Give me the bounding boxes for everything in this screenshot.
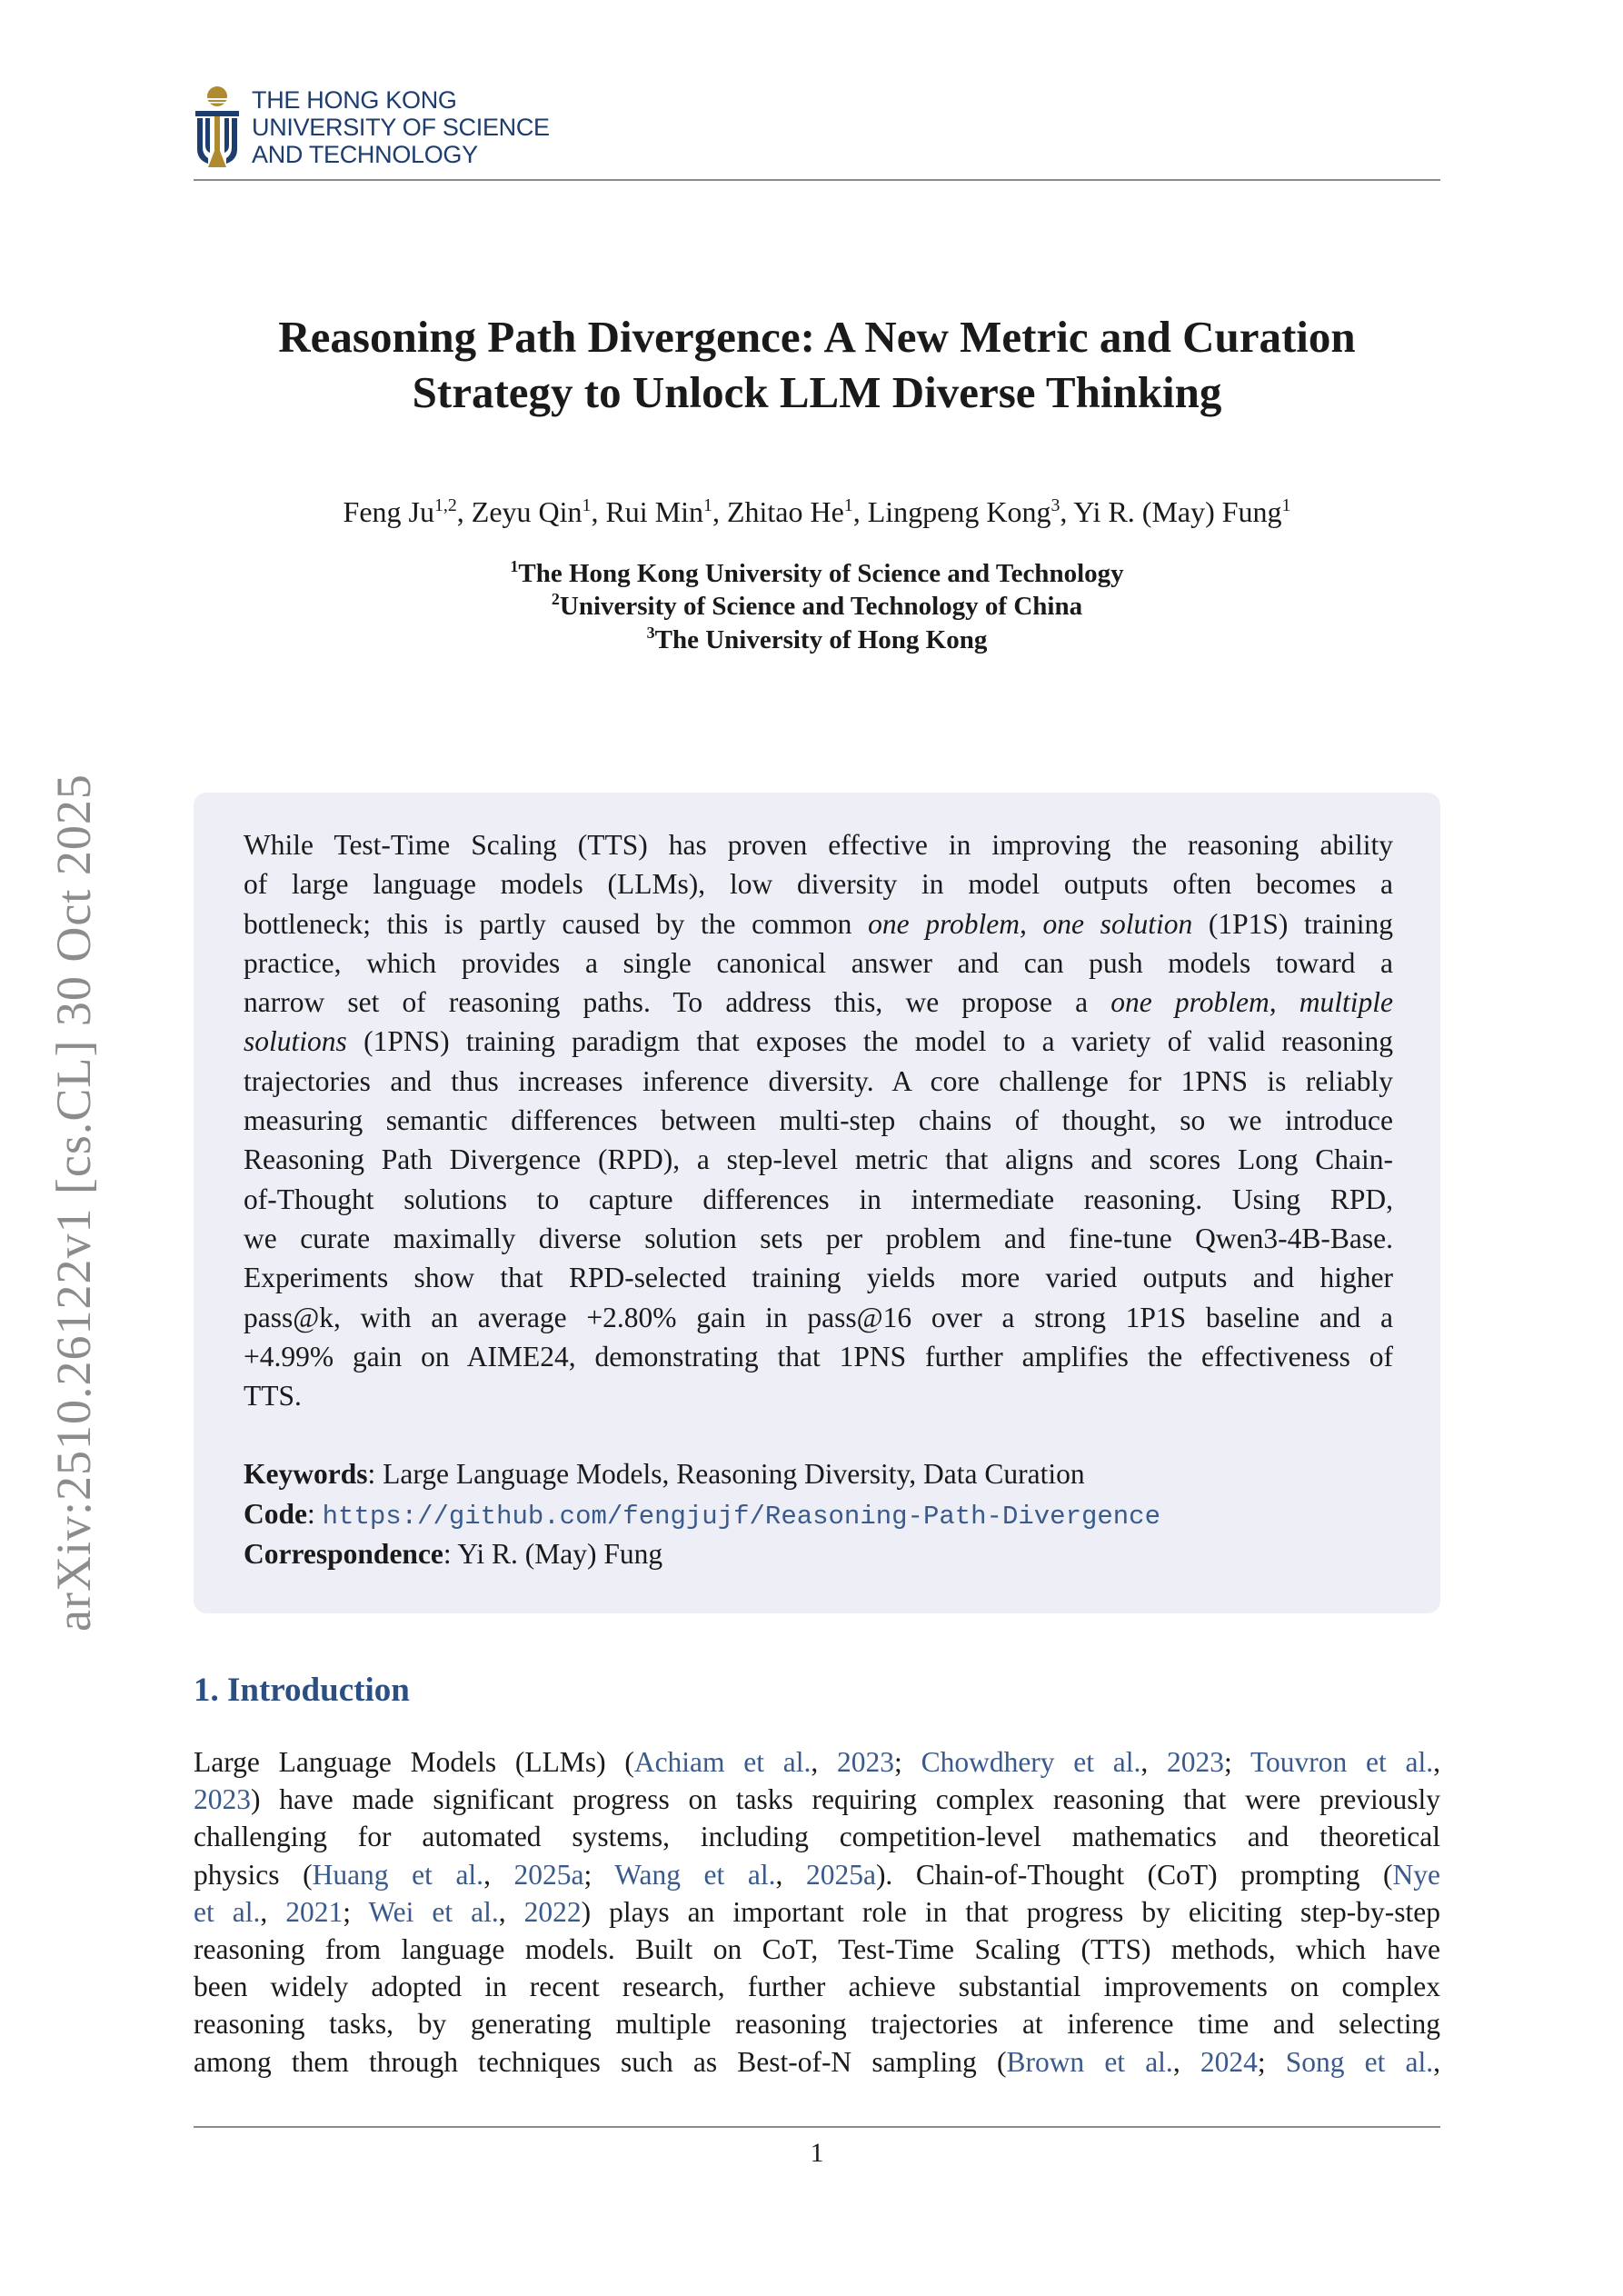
text-segment: ; <box>1257 2045 1286 2078</box>
text-segment: practice, which provides a single canonical answer and can push models toward a <box>244 946 1393 979</box>
title-line: Strategy to Unlock LLM Diverse Thinking <box>412 367 1222 417</box>
code-label: Code <box>244 1498 307 1530</box>
correspondence: Correspondence: Yi R. (May) Fung <box>244 1538 663 1570</box>
text-segment: among them through techniques such as Best-of-N sampling ( <box>194 2045 1007 2078</box>
citation-link[interactable]: Brown et al. <box>1006 2045 1173 2078</box>
text-line <box>244 1258 1393 1297</box>
affiliation-marker: 3 <box>646 624 655 643</box>
citation-link[interactable]: Chowdhery et al. <box>921 1746 1141 1778</box>
affiliation <box>194 625 1440 655</box>
text-segment: we curate maximally diverse solution sets per problem and fine-tune Qwen3-4B-Base. <box>244 1222 1393 1254</box>
text-segment: +4.99% gain on AIME24, demonstrating that 1PNS further amplifies the effectiveness of <box>244 1340 1393 1373</box>
text-segment: of-Thought solutions to capture differences in intermediate reasoning. Using RPD, <box>244 1183 1393 1215</box>
affiliation-name: The Hong Kong University of Science and Technology <box>518 559 1124 588</box>
text-segment: challenging for automated systems, including competition-level mathematics and theoretical <box>194 1821 1440 1853</box>
author-affiliation-marker: 1 <box>582 495 592 516</box>
text-segment: While Test-Time Scaling (TTS) has proven effective in improving the reasoning ability <box>244 829 1393 861</box>
text-segment: , <box>1433 2045 1440 2078</box>
author-name: Zhitao He <box>726 495 844 528</box>
text-segment: been widely adopted in recent research, further achieve substantial improvements on complex <box>194 1971 1440 2003</box>
text-segment: ; <box>343 1895 369 1928</box>
text-line <box>244 864 1393 903</box>
text-segment: ; <box>583 1858 615 1891</box>
text-line <box>194 1968 1440 2005</box>
citation-link[interactable]: 2025a <box>805 1858 876 1891</box>
text-line <box>244 1101 1393 1140</box>
citation-link[interactable]: 2024 <box>1200 2045 1258 2078</box>
text-line <box>244 1022 1393 1061</box>
text-segment: Large Language Models (LLMs) ( <box>194 1746 634 1778</box>
citation-link[interactable]: Touvron et al. <box>1250 1746 1434 1778</box>
emphasis-text: one problem, multiple <box>1110 986 1393 1019</box>
institution-line: THE HONG KONG <box>252 86 457 114</box>
text-line <box>244 904 1393 943</box>
text-segment: trajectories and thus increases inference diversity. A core challenge for 1PNS is reliably <box>244 1064 1393 1097</box>
text-segment: bottleneck; this is partly caused by the common <box>244 907 869 940</box>
page-number: 1 <box>810 2138 824 2168</box>
text-line <box>244 1376 1393 1415</box>
text-segment: ). Chain-of-Thought (CoT) prompting ( <box>875 1858 1393 1891</box>
author-name: Feng Ju <box>343 495 434 528</box>
title-line: Reasoning Path Divergence: A New Metric and Curation <box>278 312 1356 362</box>
text-segment: (1P1S) training <box>1192 907 1393 940</box>
text-segment: reasoning from language models. Built on CoT, Test-Time Scaling (TTS) methods, which have <box>194 1933 1440 1966</box>
author-name: Zeyu Qin <box>471 495 582 528</box>
text-segment: physics ( <box>194 1858 313 1891</box>
text-line <box>194 2043 1440 2081</box>
keywords-label: Keywords <box>244 1458 368 1490</box>
text-line <box>244 943 1393 983</box>
author-affiliation-marker: 1 <box>703 495 712 516</box>
text-line <box>244 825 1393 864</box>
emphasis-text: solutions <box>244 1025 347 1058</box>
text-segment: , <box>498 1895 524 1928</box>
institution-line: AND TECHNOLOGY <box>252 141 478 168</box>
text-segment: Reasoning Path Divergence (RPD), a step-level metric that aligns and scores Long Chain- <box>244 1143 1393 1176</box>
affiliation-marker: 1 <box>510 557 519 576</box>
text-line <box>194 1818 1440 1855</box>
text-line <box>244 1337 1393 1376</box>
hkust-emblem-icon <box>194 84 241 171</box>
hkust-logo <box>194 84 550 171</box>
citation-link[interactable]: et al. <box>194 1895 261 1928</box>
citation-link[interactable]: 2025a <box>513 1858 584 1891</box>
text-segment: measuring semantic differences between multi-step chains of thought, so we introduce <box>244 1104 1393 1137</box>
citation-link[interactable]: 2022 <box>523 1895 582 1928</box>
text-segment: , <box>1433 1746 1441 1778</box>
institution-line: UNIVERSITY OF SCIENCE <box>252 114 550 141</box>
citation-link[interactable]: 2023 <box>194 1783 251 1816</box>
citation-link[interactable]: Wang et al. <box>614 1858 776 1891</box>
affiliation-marker: 2 <box>551 590 560 609</box>
citation-link[interactable]: 2023 <box>1167 1746 1225 1778</box>
text-segment: , <box>811 1746 838 1778</box>
text-line <box>244 1298 1393 1337</box>
text-line <box>194 1893 1440 1931</box>
affiliation <box>194 592 1440 622</box>
correspondence-value: Yi R. (May) Fung <box>457 1538 663 1570</box>
citation-link[interactable]: Song et al. <box>1285 2045 1434 2078</box>
text-segment: , <box>775 1858 806 1891</box>
author-affiliation-marker: 3 <box>1050 495 1060 516</box>
text-line <box>244 1062 1393 1101</box>
text-segment: ) have made significant progress on tasks requiring complex reasoning that were previously <box>251 1783 1440 1816</box>
author-name: Rui Min <box>605 495 704 528</box>
abstract-text <box>244 825 1393 1415</box>
affiliation-name: University of Science and Technology of China <box>559 592 1083 621</box>
author-affiliation-marker: 1 <box>1281 495 1291 516</box>
affiliation-name: The University of Hong Kong <box>654 625 988 654</box>
paper-title <box>194 309 1440 420</box>
text-segment: ; <box>894 1746 921 1778</box>
code-link[interactable]: https://github.com/fengjujf/Reasoning-Path-Divergence <box>322 1502 1160 1532</box>
arxiv-identifier: arXiv:2510.26122v1 [cs.CL] 30 Oct 2025 <box>46 774 101 1632</box>
keywords: Keywords: Large Language Models, Reasoning Diversity, Data Curation <box>244 1458 1085 1490</box>
text-segment: ; <box>1224 1746 1250 1778</box>
introduction-text <box>194 1743 1440 2081</box>
text-segment: reasoning tasks, by generating multiple reasoning trajectories at inference time and selecting <box>194 2008 1440 2041</box>
citation-link[interactable]: Nye <box>1392 1858 1441 1891</box>
author-list: Feng Ju$^{1,2}$, Zeyu Qin$^1$, Rui Min$^1$, Zhitao He$^1$, Lingpeng Kong$^3$, Yi R. (May) Fung$^1$ <box>343 495 1291 528</box>
emphasis-text: one problem, one solution <box>868 907 1193 940</box>
author-name: Yi R. (May) Fung <box>1073 495 1282 528</box>
text-line <box>244 1219 1393 1258</box>
author-name: Lingpeng Kong <box>867 495 1051 528</box>
text-segment: pass@k, with an average +2.80% gain in pass@16 over a strong 1P1S baseline and a <box>244 1301 1393 1333</box>
text-line <box>194 1931 1440 1968</box>
text-segment: , <box>1172 2045 1200 2078</box>
text-segment: , <box>483 1858 514 1891</box>
header-rule <box>194 179 1440 181</box>
correspondence-label: Correspondence <box>244 1538 443 1570</box>
keywords-value: Large Language Models, Reasoning Diversity, Data Curation <box>383 1458 1085 1490</box>
section-heading-introduction: 1. Introduction <box>194 1672 410 1709</box>
citation-link[interactable]: Huang et al. <box>312 1858 484 1891</box>
text-segment: Experiments show that RPD-selected training yields more varied outputs and higher <box>244 1262 1393 1294</box>
text-line <box>194 1856 1440 1893</box>
text-segment: of large language models (LLMs), low diversity in model outputs often becomes a <box>244 868 1393 901</box>
author-affiliation-marker: 1,2 <box>433 495 457 516</box>
text-line <box>244 1180 1393 1219</box>
text-segment: ) plays an important role in that progress by eliciting step-by-step <box>581 1895 1441 1928</box>
text-segment: narrow set of reasoning paths. To address this, we propose a <box>244 986 1111 1019</box>
text-segment: , <box>260 1895 286 1928</box>
text-line <box>194 1781 1440 1818</box>
author-affiliation-marker: 1 <box>843 495 853 516</box>
text-segment: , <box>1140 1746 1168 1778</box>
text-line <box>194 2005 1440 2042</box>
citation-link[interactable]: Wei et al. <box>368 1895 499 1928</box>
citation-link[interactable]: 2023 <box>837 1746 895 1778</box>
text-line <box>244 1140 1393 1179</box>
citation-link[interactable]: 2021 <box>285 1895 344 1928</box>
text-segment: (1PNS) training paradigm that exposes the model to a variety of valid reasoning <box>346 1025 1393 1058</box>
citation-link[interactable]: Achiam et al. <box>633 1746 812 1778</box>
code: Code: https://github.com/fengjujf/Reasoning-Path-Divergence <box>244 1498 1160 1532</box>
text-line <box>194 1743 1440 1781</box>
footer-rule <box>194 2126 1440 2128</box>
text-line <box>244 983 1393 1022</box>
affiliation <box>194 559 1440 589</box>
text-segment: TTS. <box>244 1380 302 1413</box>
